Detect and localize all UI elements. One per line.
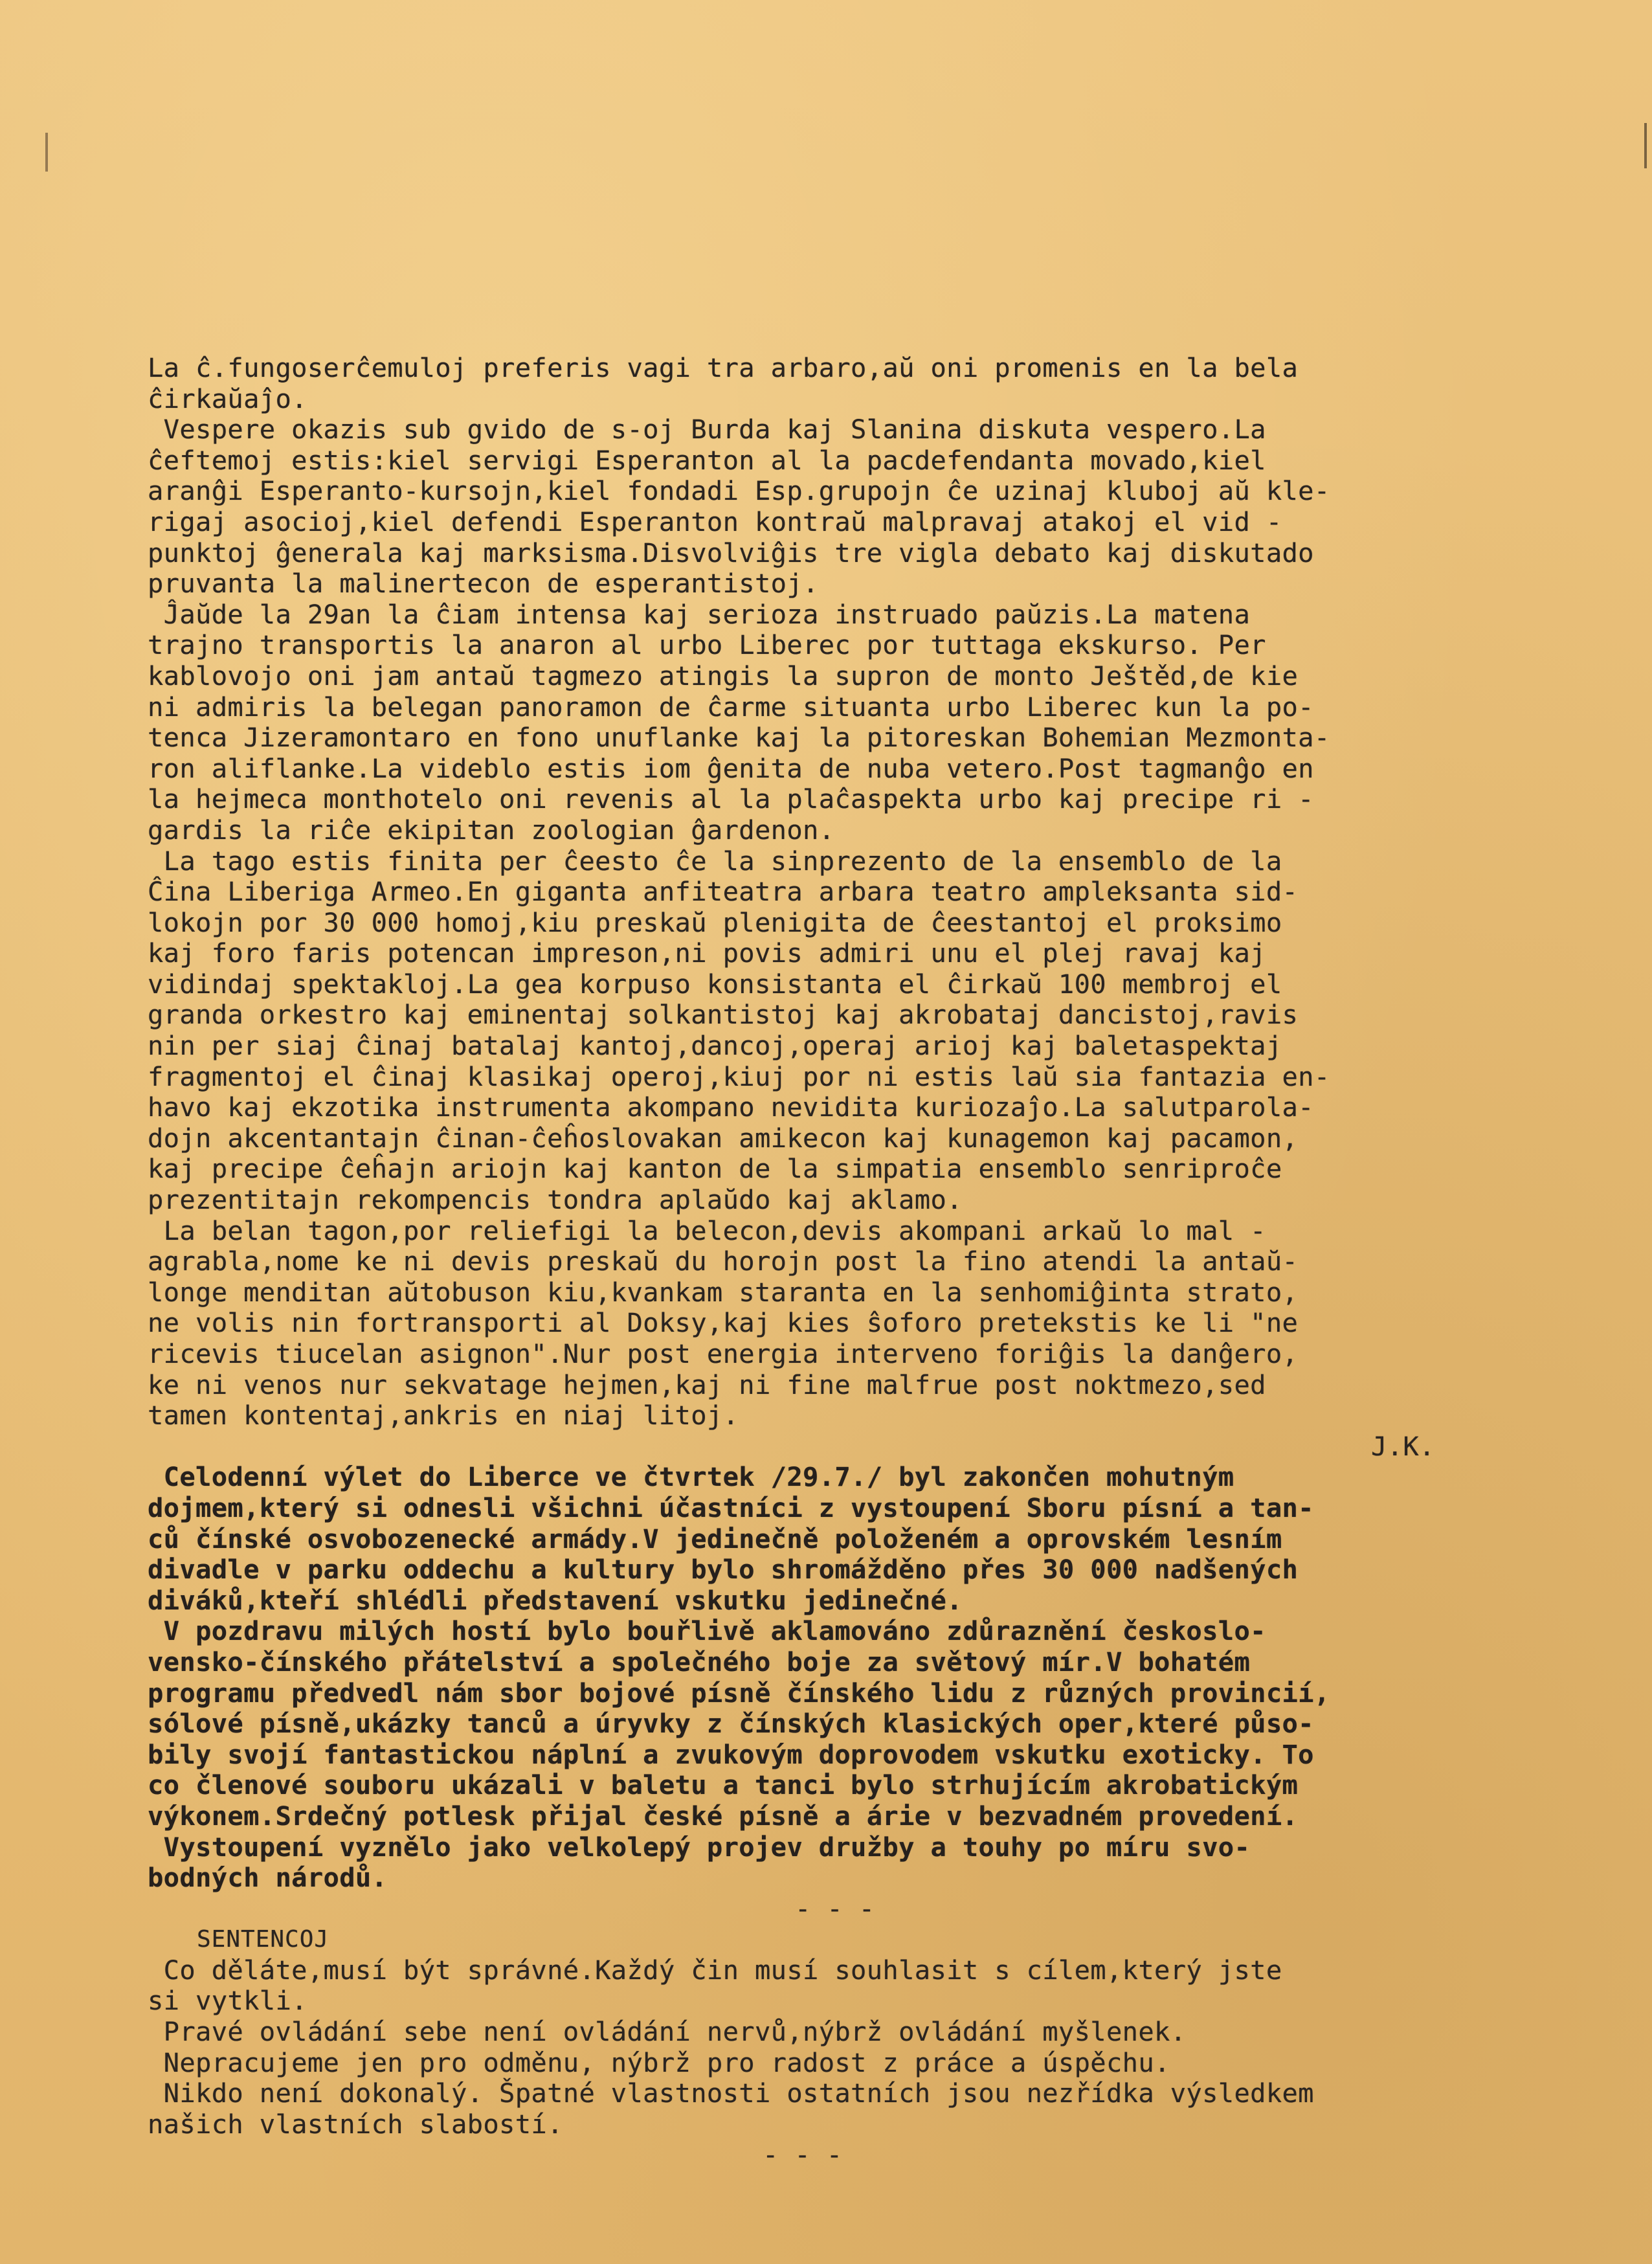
separator: - - -	[795, 1892, 875, 1924]
czech-paragraph-1: Celodenní výlet do Liberce ve čtvrtek /29.7./ byl zakončen mohutným dojmem,který si odnesli všichni účastníci z vystoupení Sboru písní a tan- ců čínské osvobozenecké armády.V jedinečně položeném a oprovském lesním divadle v parku oddechu a kultury bylo shromážděno přes 30 000 nadšených diváků,kteří shlédli představení vskutku jedinečné.	[148, 1461, 1314, 1616]
edge-mark	[1644, 123, 1647, 168]
typed-document	[148, 353, 1598, 2171]
esperanto-paragraph-4: La tago estis finita per ĉeesto ĉe la sinprezento de la ensemblo de la Ĉina Liberiga Armeo.En giganta anfiteatra arbara teatro ampleksanta sid- lokojn por 30 000 homoj,kiu preskaŭ plenigita de ĉeestantoj el proksimo kaj foro faris potencan impreson,ni povis admiri unu el plej ravaj kaj vidindaj spektakloj.La gea korpuso konsistanta el ĉirkaŭ 100 membroj el granda orkestro kaj eminentaj solkantistoj kaj akrobataj dancistoj,ravis nin per siaj ĉinaj batalaj kantoj,dancoj,operaj arioj kaj baletaspektaj fragmentoj el ĉinaj klasikaj operoj,kiuj por ni estis laŭ sia fantazia en- havo kaj ekzotika instrumenta akompano nevidita kuriozaĵo.La salutparola- dojn akcentantajn ĉinan-ĉeĥoslovakan amikecon kaj kunagemon kaj pacamon, kaj precipe ĉeĥajn ariojn kaj kanton de la simpatia ensemblo senriproĉe prezentitajn rekompencis tondra aplaŭdo kaj aklamo.	[148, 845, 1330, 1216]
sentence-4: Nikdo není dokonalý. Špatné vlastnosti ostatních jsou nezřídka výsledkem našich vlastních slabostí.	[148, 2078, 1314, 2140]
punch-mark	[45, 133, 48, 172]
sentencoj-heading: SENTENCOJ	[197, 1926, 329, 1953]
sentence-1: Co děláte,musí být správné.Každý čin musí souhlasit s cílem,který jste si vytkli.	[148, 1954, 1282, 2017]
esperanto-paragraph-1: La ĉ.fungoserĉemuloj preferis vagi tra arbaro,aŭ oni promenis en la bela ĉirkaŭaĵo.	[148, 352, 1299, 414]
sentence-3: Nepracujeme jen pro odměnu, nýbrž pro radost z práce a úspěchu.	[148, 2046, 1170, 2078]
esperanto-paragraph-3: Ĵaŭde la 29an la ĉiam intensa kaj serioza instruado paŭzis.La matena trajno transportis la anaron al urbo Liberec por tuttaga ekskurso. Per kablovojo oni jam antaŭ tagmezo atingis la supron de monto Ještěd,de kie ni admiris la belegan panoramon de ĉarme situanta urbo Liberec kun la po- tenca Jizeramontaro en fono unuflanke kaj la pitoreskan Bohemian Mezmonta- ron aliflanke.La videblo estis iom ĝenita de nuba vetero.Post tagmanĝo en la hejmeca monthotelo oni revenis al la plaĉaspekta urbo kaj precipe ri - gardis la riĉe ekipitan zoologian ĝardenon.	[148, 598, 1330, 846]
czech-paragraph-2: V pozdravu milých hostí bylo bouřlivě aklamováno zdůraznění českoslo- vensko-čínského přátelství a společného boje za světový mír.V bohatém programu předvedl nám sbor bojové písně čínského lidu z různých provincií, sólové písně,ukázky tanců a úryvky z čínských klasických oper,které půso- bily svojí fantastickou náplní a zvukovým doprovodem vskutku exoticky. To co členové souboru ukázali v baletu a tanci bylo strhujícím akrobatickým výkonem.Srdečný potlesk přijal české písně a árie v bezvadném provedení. Vystoupení vyznělo jako velkolepý projev družby a touhy po míru svo- bodných národů.	[148, 1615, 1330, 1894]
esperanto-paragraph-2: Vespere okazis sub gvido de s-oj Burda kaj Slanina diskuta vespero.La ĉeftemoj estis:kiel servigi Esperanton al la pacdefendanta movado,kiel aranĝi Esperanto-kursojn,kiel fondadi Esp.grupojn ĉe uzinaj kluboj aŭ kle- rigaj asocioj,kiel defendi Esperanton kontraŭ malpravaj atakoj el vid - punktoj ĝenerala kaj marksisma.Disvolviĝis tre vigla debato kaj diskutado pruvanta la malinertecon de esperantistoj.	[148, 414, 1330, 600]
esperanto-paragraph-5: La belan tagon,por reliefigi la belecon,devis akompani arkaŭ lo mal - agrabla,nome ke ni devis preskaŭ du horojn post la fino atendi la antaŭ- longe menditan aŭtobuson kiu,kvankam staranta en la senhomiĝinta strato, ne volis nin fortransporti al Doksy,kaj kies ŝoforo pretekstis ke li "ne ricevis tiucelan asignon".Nur post energia interveno foriĝis la danĝero, ke ni venos nur sekvatage hejmen,kaj ni fine malfrue post noktmezo,sed tamen kontentaj,ankris en niaj litoj.	[148, 1215, 1299, 1431]
sentence-2: Pravé ovládání sebe není ovládání nervů,nýbrž ovládání myšlenek.	[148, 2016, 1187, 2048]
separator: - - -	[763, 2139, 843, 2171]
author-signature: J.K.	[1371, 1430, 1435, 1462]
